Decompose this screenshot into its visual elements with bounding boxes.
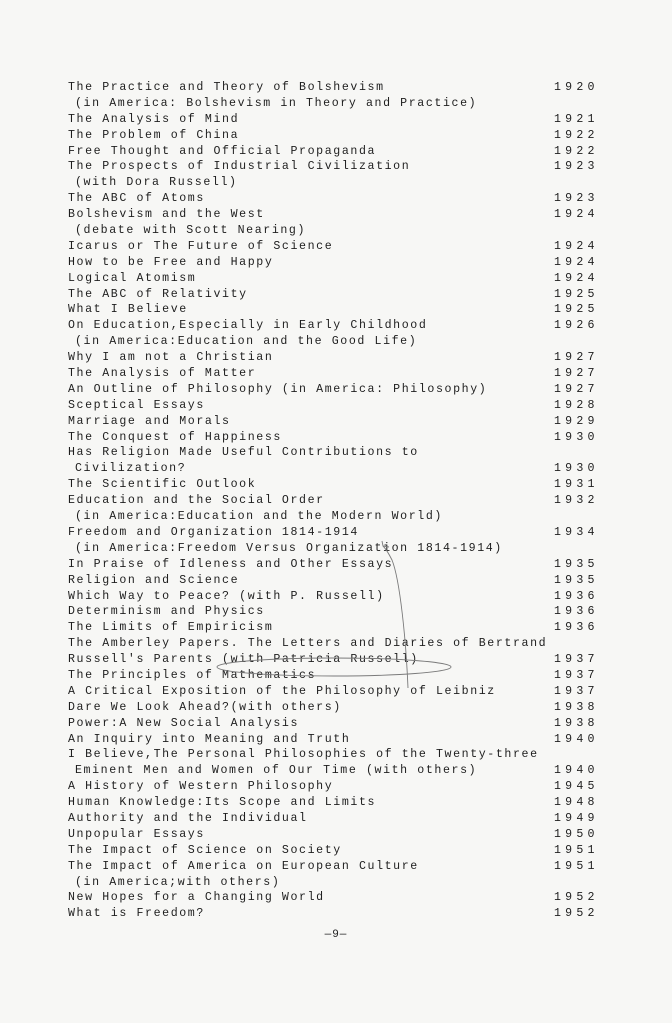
entry-title: Why I am not a Christian [68, 351, 274, 365]
entry-title: Civilization? [75, 462, 187, 476]
entry-year: 1948 [554, 796, 599, 810]
bibliography-entry [68, 636, 608, 652]
entry-title: Russell's Parents (with Patricia Russell) [68, 653, 419, 667]
bibliography-entry [68, 477, 608, 493]
entry-title: I Believe,The Personal Philosophies of the Twenty-three [68, 748, 539, 762]
entry-title: Eminent Men and Women of Our Time (with others) [75, 764, 478, 778]
bibliography-entry [68, 525, 608, 541]
entry-title: Icarus or The Future of Science [68, 239, 334, 253]
entry-title: New Hopes for a Changing World [68, 891, 325, 905]
entry-year: 1922 [554, 144, 599, 158]
entry-year: 1924 [554, 255, 599, 269]
entry-title: The Impact of Science on Society [68, 843, 342, 857]
bibliography-entry [68, 398, 608, 414]
entry-title: How to be Free and Happy [68, 255, 274, 269]
bibliography-entry [68, 684, 608, 700]
entry-year: 1932 [554, 494, 599, 508]
entry-title: (in America:Education and the Modern World) [75, 510, 443, 524]
bibliography-entry [68, 875, 608, 891]
bibliography-entry [68, 843, 608, 859]
entry-title: Authority and the Individual [68, 811, 308, 825]
entry-title: The ABC of Atoms [68, 192, 205, 206]
entry-year: 1940 [554, 732, 599, 746]
bibliography-entry [68, 827, 608, 843]
entry-year: 1936 [554, 589, 599, 603]
entry-year: 1923 [554, 192, 599, 206]
page-number: —9— [324, 929, 348, 941]
entry-title: Freedom and Organization 1814-1914 [68, 525, 359, 539]
bibliography-entry [68, 716, 608, 732]
entry-title: Free Thought and Official Propaganda [68, 144, 377, 158]
bibliography-entry [68, 239, 608, 255]
entry-title: The Principles of Mathematics [68, 668, 317, 682]
bibliography-entry [68, 763, 608, 779]
bibliography-entry [68, 541, 608, 557]
entry-year: 1937 [554, 684, 599, 698]
entry-year: 1925 [554, 287, 599, 301]
bibliography-entry [68, 620, 608, 636]
entry-title: The Prospects of Industrial Civilization [68, 160, 411, 174]
bibliography-entry [68, 668, 608, 684]
entry-year: 1951 [554, 843, 599, 857]
entry-title: The Amberley Papers. The Letters and Diaries of Bertrand [68, 637, 548, 651]
entry-title: (in America: Bolshevism in Theory and Practice) [75, 96, 478, 110]
entry-year: 1950 [554, 827, 599, 841]
entry-title: An Inquiry into Meaning and Truth [68, 732, 351, 746]
entry-title: Dare We Look Ahead?(with others) [68, 700, 342, 714]
entry-year: 1952 [554, 891, 599, 905]
entry-year: 1920 [554, 81, 599, 94]
entry-title: (in America:Freedom Versus Organization 1814-1914) [75, 541, 503, 555]
bibliography-entry [68, 223, 608, 239]
entry-title: A Critical Exposition of the Philosophy of Leibniz [68, 684, 496, 698]
bibliography-entry [68, 573, 608, 589]
entry-title: The ABC of Relativity [68, 287, 248, 301]
entry-title: The Analysis of Mind [68, 112, 240, 126]
bibliography-entry [68, 175, 608, 191]
entry-title: What is Freedom? [68, 907, 205, 921]
entry-year: 1935 [554, 557, 599, 571]
entry-title: Has Religion Made Useful Contributions to [68, 446, 419, 460]
entry-year: 1926 [554, 319, 599, 333]
entry-title: The Impact of America on European Culture [68, 859, 419, 873]
entry-year: 1937 [554, 668, 599, 682]
entry-year: 1938 [554, 700, 599, 714]
entry-year: 1952 [554, 907, 599, 921]
entry-title: The Analysis of Matter [68, 367, 257, 381]
entry-year: 1936 [554, 621, 599, 635]
bibliography-entry [68, 334, 608, 350]
bibliography-entry [68, 207, 608, 223]
entry-year: 1949 [554, 811, 599, 825]
bibliography-entry [68, 509, 608, 525]
entry-title: Human Knowledge:Its Scope and Limits [68, 796, 377, 810]
bibliography-entry [68, 350, 608, 366]
bibliography-entry [68, 382, 608, 398]
bibliography-entry [68, 96, 608, 112]
entry-title: A History of Western Philosophy [68, 780, 334, 794]
entry-year: 1927 [554, 351, 599, 365]
bibliography-entry [68, 128, 608, 144]
bibliography-entry [68, 811, 608, 827]
bibliography-entry [68, 191, 608, 207]
bibliography-entry [68, 652, 608, 668]
bibliography-entry [68, 859, 608, 875]
bibliography-entry [68, 557, 608, 573]
bibliography-entry [68, 493, 608, 509]
entry-title: (in America:Education and the Good Life) [75, 335, 418, 349]
bibliography-entry [68, 318, 608, 334]
entry-year: 1937 [554, 653, 599, 667]
bibliography-entry [68, 159, 608, 175]
entry-year: 1930 [554, 462, 599, 476]
entry-year: 1930 [554, 430, 599, 444]
entry-year: 1931 [554, 478, 599, 492]
entry-title: (in America;with others) [75, 875, 281, 889]
bibliography-entry [68, 795, 608, 811]
entry-title: Unpopular Essays [68, 827, 205, 841]
bibliography-entry [68, 302, 608, 318]
entry-year: 1934 [554, 525, 599, 539]
entry-title: Which Way to Peace? (with P. Russell) [68, 589, 385, 603]
bibliography-entry [68, 255, 608, 271]
entry-year: 1922 [554, 128, 599, 142]
entry-title: What I Believe [68, 303, 188, 317]
bibliography-entry [68, 271, 608, 287]
bibliography-entry [68, 366, 608, 382]
entry-title: The Conquest of Happiness [68, 430, 282, 444]
entry-year: 1929 [554, 414, 599, 428]
bibliography-entry [68, 589, 608, 605]
bibliography-entry [68, 430, 608, 446]
entry-year: 1927 [554, 367, 599, 381]
bibliography-list [68, 80, 608, 922]
bibliography-entry [68, 445, 608, 461]
bibliography-entry [68, 890, 608, 906]
entry-year: 1935 [554, 573, 599, 587]
entry-year: 1938 [554, 716, 599, 730]
entry-year: 1925 [554, 303, 599, 317]
entry-year: 1936 [554, 605, 599, 619]
bibliography-entry [68, 144, 608, 160]
bibliography-entry [68, 414, 608, 430]
entry-year: 1928 [554, 398, 599, 412]
bibliography-entry [68, 461, 608, 477]
bibliography-entry [68, 604, 608, 620]
bibliography-entry [68, 779, 608, 795]
bibliography-entry [68, 906, 608, 922]
entry-year: 1951 [554, 859, 599, 873]
entry-title: The Problem of China [68, 128, 240, 142]
entry-title: Sceptical Essays [68, 398, 205, 412]
bibliography-entry [68, 732, 608, 748]
entry-year: 1921 [554, 112, 599, 126]
entry-title: Logical Atomism [68, 271, 197, 285]
entry-year: 1924 [554, 271, 599, 285]
entry-year: 1923 [554, 160, 599, 174]
entry-year: 1945 [554, 780, 599, 794]
entry-title: The Limits of Empiricism [68, 621, 274, 635]
entry-title: The Scientific Outlook [68, 478, 257, 492]
bibliography-entry [68, 700, 608, 716]
bibliography-entry [68, 747, 608, 763]
entry-year: 1924 [554, 208, 599, 222]
entry-title: (debate with Scott Nearing) [75, 224, 307, 238]
entry-year: 1940 [554, 764, 599, 778]
entry-title: In Praise of Idleness and Other Essays [68, 557, 394, 571]
entry-title: Marriage and Morals [68, 414, 231, 428]
entry-year: 1927 [554, 382, 599, 396]
bibliography-entry [68, 112, 608, 128]
entry-title: Religion and Science [68, 573, 240, 587]
bibliography-entry [68, 80, 608, 96]
entry-title: Determinism and Physics [68, 605, 265, 619]
entry-title: On Education,Especially in Early Childhood [68, 319, 428, 333]
entry-title: Bolshevism and the West [68, 208, 265, 222]
entry-title: An Outline of Philosophy (in America: Philosophy) [68, 382, 488, 396]
entry-title: Power:A New Social Analysis [68, 716, 300, 730]
entry-title: The Practice and Theory of Bolshevism [68, 81, 385, 94]
entry-year: 1924 [554, 239, 599, 253]
entry-title: (with Dora Russell) [75, 176, 238, 190]
bibliography-entry [68, 287, 608, 303]
entry-title: Education and the Social Order [68, 494, 325, 508]
